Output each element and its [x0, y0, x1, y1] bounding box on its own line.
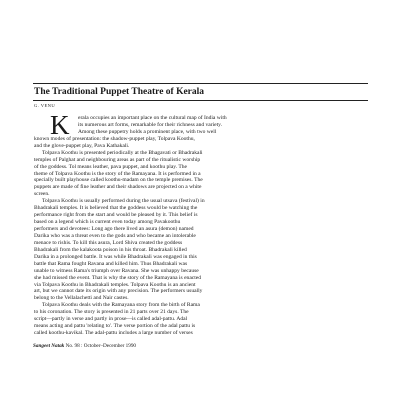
body-line: belong to the Vellalachetti and Nair castes. — [34, 295, 129, 302]
body-line: unable to witness Rama's triumph over Ravana. She was unhappy because — [34, 267, 199, 274]
drop-cap: K — [50, 110, 70, 140]
body-line: and the glove-puppet play, Pava Kathakali. — [34, 142, 130, 149]
body-line: script—partly in verse and partly in prose—is called adal-pattu. Adal — [34, 316, 188, 323]
page-footer — [33, 343, 136, 350]
body-line: via Tolpava Koothu in Bhadrakali temples. Tolpava Koothu is an ancient — [34, 281, 196, 288]
body-line: battle that Rama fought Ravana and killed him. Thus Bhadrakali was — [34, 260, 188, 267]
body-line: performers and devotees: Long ago there lived an asura (demon) named — [34, 226, 194, 232]
body-line: of the goddess. Tol means leather, pava puppet, and koothu play. The — [34, 163, 188, 170]
body-line: art, but we cannot date its origin with any precision. The performers usually — [34, 288, 203, 295]
body-line: Tolpava Koothu is usually performed during the usual utsava (festival) in — [42, 198, 205, 205]
body-line: its numerous art forms, remarkable for their richness and variety. — [78, 121, 222, 128]
body-line: Bhadrakali temples. It is believed that the goddess would be watching the — [34, 205, 198, 212]
body-line: Darika in a prolonged battle. It was while Bhadrakali was engaged in this — [34, 253, 197, 260]
article-body — [34, 110, 368, 337]
body-line: Tolpava Koothu is presented periodically at the Bhagavati or Bhadrakali — [42, 149, 203, 156]
issue-info: No. 98 : October–December 1990 — [64, 343, 137, 349]
body-line: erala occupies an important place on the cultural map of India with — [78, 115, 227, 121]
author-name: G. VENU — [34, 103, 56, 108]
body-line: menace to rishis. To kill this asura, Lord Shiva created the goddess — [34, 239, 183, 246]
title-bottom-rule — [33, 100, 368, 101]
body-line: screen. — [34, 191, 50, 198]
journal-name: Sangeet Natak — [33, 343, 65, 349]
body-line: known modes of presentation: the shadow-puppet play, Tolpava Koothu, — [34, 135, 195, 142]
body-line: Among these puppetry holds a prominent place, with two well — [78, 128, 217, 135]
body-line: Tolpava Koothu deals with the Ramayana story from the birth of Rama — [42, 302, 200, 309]
article-title: The Traditional Puppet Theatre of Kerala — [34, 87, 205, 97]
body-line: to his coronation. The story is presented in 21 parts over 21 days. The — [34, 309, 189, 316]
body-line: specially built playhouse called koothu-madam on the temple premises. The — [34, 177, 203, 184]
body-line: called koothu-kavikal. The adal-pattu includes a large number of verses — [34, 330, 193, 337]
body-line: means acting and pattu 'relating to'. The verse portion of the adal pattu is — [34, 323, 196, 330]
body-line: based on a legend which is current even today among Pavakoothu — [34, 219, 181, 226]
body-line: Bhadrakali from the kalakoota poison in his throat. Bhadrakali killed — [34, 246, 187, 253]
body-line: performance right from the start and would be pleased by it. This belief is — [34, 212, 198, 219]
title-top-rule — [33, 83, 368, 84]
body-line: Darika who was a threat even to the gods and who became an intolerable — [34, 232, 196, 239]
body-line: theme of Tolpava Koothu is the story of the Ramayana. It is performed in a — [34, 170, 201, 177]
body-line: puppets are made of fine leather and their shadows are projected on a white — [34, 184, 202, 191]
body-line: temples of Palghat and neighbouring areas as part of the ritualistic worship — [34, 156, 201, 163]
body-line: she had missed the event. That is why the story of the Ramayana is enacted — [34, 274, 202, 281]
